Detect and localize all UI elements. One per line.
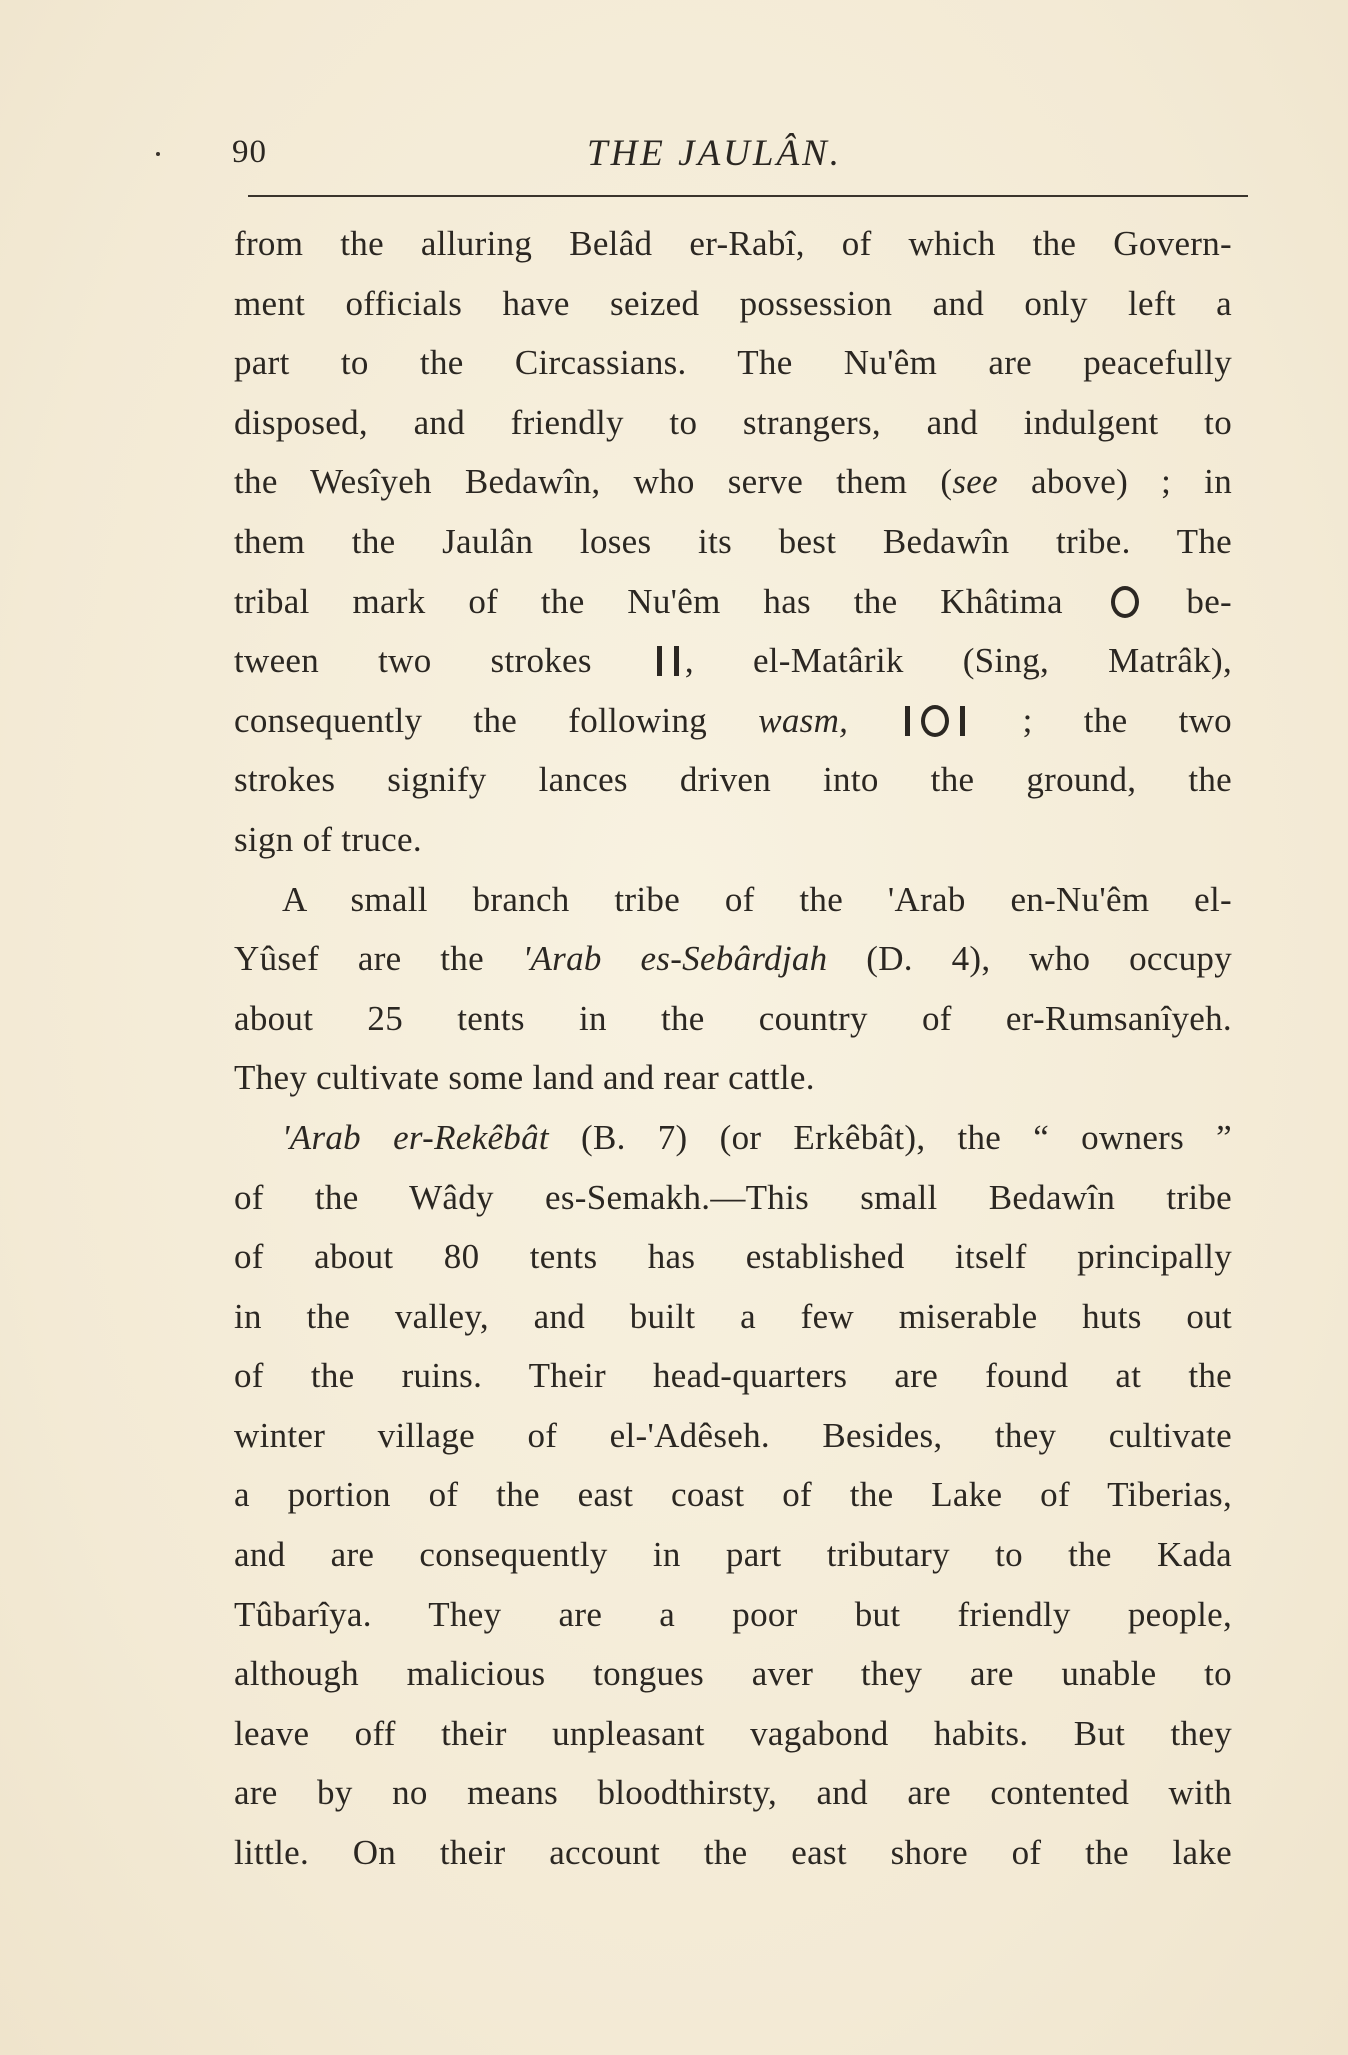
text-line: from the alluring Belâd er-Rabî, of which the Govern- (234, 224, 1232, 263)
khatima-circle-icon (1111, 586, 1139, 618)
text-line: part to the Circassians. The Nu'êm are peacefully (234, 343, 1232, 383)
paragraph-2 (234, 870, 1232, 1108)
body-text (234, 214, 1232, 1883)
khatima-circle-icon (921, 705, 949, 737)
text-segment: (B. 7) (or Erkêbât), the “ owners ” (548, 1117, 1232, 1157)
text-line: They cultivate some land and rear cattle. (234, 1058, 815, 1098)
stroke-mark-icon (905, 706, 910, 736)
header-rule (248, 195, 1248, 197)
italic-see: see (952, 462, 998, 502)
text-line: them the Jaulân loses its best Bedawîn tribe. The (234, 521, 1232, 561)
page-number: 90 (232, 134, 267, 170)
text-line: leave off their unpleasant vagabond habits. But they (234, 1713, 1232, 1753)
text-line (234, 929, 1232, 989)
text-segment: tribal mark of the Nu'êm has the Khâtima (234, 581, 1063, 621)
text-segment: (D. 4), who occupy (827, 939, 1232, 979)
text-line: a portion of the east coast of the Lake of Tiberias, (234, 1475, 1232, 1515)
text-line (234, 1108, 1232, 1168)
text-line: of the Wâdy es-Semakh.—This small Bedawîn tribe (234, 1177, 1232, 1217)
text-line: sign of truce. (234, 819, 422, 859)
text-line (234, 631, 1232, 691)
text-line: disposed, and friendly to strangers, and indulgent to (234, 402, 1232, 442)
text-line: little. On their account the east shore of the lake (234, 1833, 1232, 1873)
text-line (234, 691, 1232, 751)
stroke-mark-icon (657, 646, 662, 676)
stroke-mark-icon (674, 646, 679, 676)
paragraph-3 (234, 1108, 1232, 1883)
page-header (232, 128, 1232, 188)
text-segment: consequently the following (234, 700, 708, 740)
text-segment: above) ; in (997, 462, 1233, 502)
text-line: Tûbarîya. They are a poor but friendly people, (234, 1594, 1232, 1634)
stray-ink-dot (156, 152, 160, 156)
text-line (234, 572, 1232, 632)
text-line: about 25 tents in the country of er-Rumsanîyeh. (234, 998, 1232, 1038)
italic-tribe-name: 'Arab es-Sebârdjah (522, 939, 828, 979)
text-line (234, 452, 1232, 512)
text-line: winter village of el-'Adêseh. Besides, they cultivate (234, 1415, 1232, 1455)
stroke-mark-icon (960, 706, 965, 736)
text-line: of the ruins. Their head-quarters are found at the (234, 1356, 1232, 1396)
paragraph-1 (234, 214, 1232, 870)
text-segment: be- (1186, 581, 1232, 621)
running-head: THE JAULÂN. (587, 133, 842, 174)
text-line: strokes signify lances driven into the ground, the (234, 760, 1232, 800)
text-line: A small branch tribe of the 'Arab en-Nu'êm el- (282, 879, 1232, 919)
text-line: although malicious tongues aver they are unable to (234, 1654, 1232, 1694)
italic-tribe-name: 'Arab er-Rekêbât (282, 1117, 549, 1157)
text-segment: , el-Matârik (Sing, Matrâk), (684, 641, 1232, 681)
text-line: in the valley, and built a few miserable huts out (234, 1296, 1232, 1336)
text-segment: the Wesîyeh Bedawîn, who serve them ( (234, 462, 953, 502)
text-line: are by no means bloodthirsty, and are contented with (234, 1773, 1232, 1813)
text-line: and are consequently in part tributary to the Kada (234, 1535, 1232, 1575)
text-segment: tween two strokes (234, 641, 592, 681)
italic-wasm: wasm, (758, 700, 849, 740)
text-line: ment officials have seized possession and only left a (234, 283, 1232, 323)
text-segment: ; the two (1022, 700, 1232, 740)
text-segment: Yûsef are the (234, 939, 523, 979)
text-line: of about 80 tents has established itself principally (234, 1237, 1232, 1277)
